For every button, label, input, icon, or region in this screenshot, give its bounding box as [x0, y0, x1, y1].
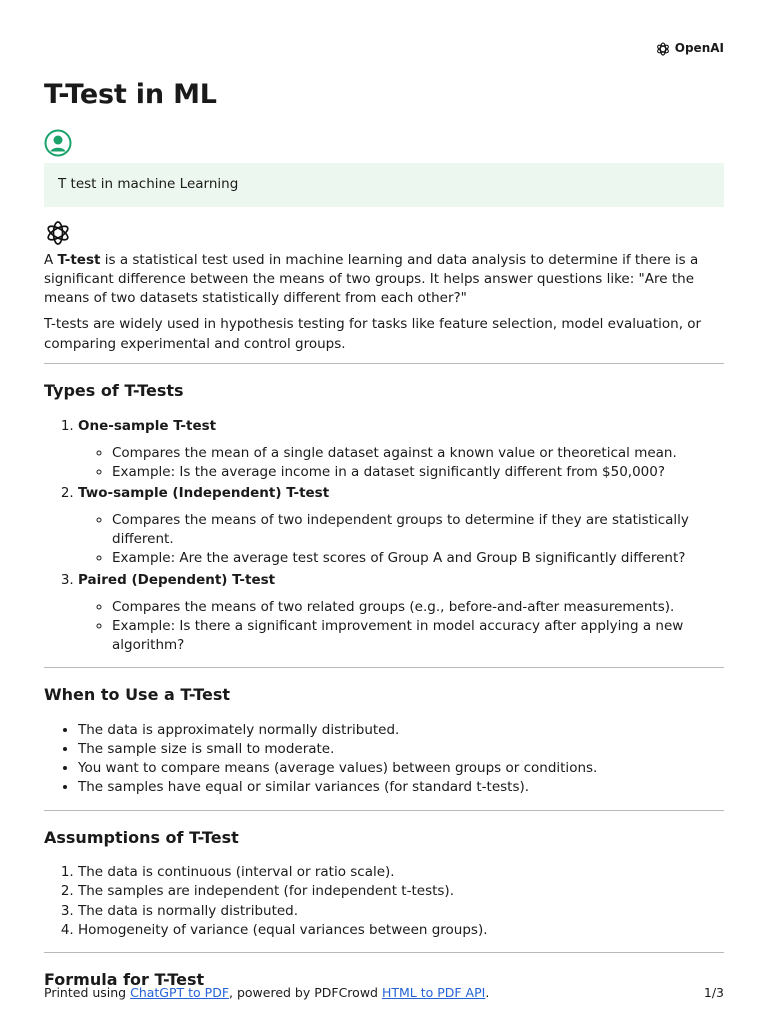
intro-paragraph: A T-test is a statistical test used in machine learning and data analysis to determine if there is a significant difference between the means of two groups. It helps answer questions like: "Are the means of two datasets statistically different from each other?"	[44, 252, 699, 307]
assumptions-list	[44, 863, 724, 940]
list-item: 1. One-sample T-test ◦ Compares the mean of a single dataset against a known value or theoretical mean. ◦ Example: Is the average income in a dataset significantly different from $50,000?	[78, 417, 724, 482]
brand-name: OpenAI	[674, 41, 724, 55]
list-item: ◦ Example: Is the average income in a dataset significantly different from $50,000?	[112, 463, 724, 482]
t-test-term: T-test	[57, 252, 101, 268]
divider	[44, 952, 724, 953]
list-item: • The samples have equal or similar variances (for standard t-tests).	[78, 778, 724, 797]
list-item: 1. The data is continuous (interval or ratio scale).	[78, 863, 724, 882]
page-title: T-Test in ML	[44, 79, 217, 110]
types-heading: Types of T-Tests	[44, 380, 184, 400]
list-item: ◦ Compares the mean of a single dataset against a known value or theoretical mean.	[112, 444, 724, 463]
page-footer	[44, 984, 724, 1002]
list-item: 2. Two-sample (Independent) T-test ◦ Compares the means of two independent groups to determine if they are statistically different. ◦ Example: Are the average test scores of Group A and Group B significantly different?	[78, 484, 724, 569]
types-list	[44, 417, 724, 656]
html-to-pdf-api-link[interactable]: HTML to PDF API	[381, 985, 486, 1000]
list-item: ◦ Compares the means of two independent groups to determine if they are statistically different.	[112, 511, 724, 549]
assumptions-heading: Assumptions of T-Test	[44, 827, 239, 847]
footer-credit: Printed using ChatGPT to PDF, powered by PDFCrowd HTML to PDF API.	[44, 985, 490, 1000]
page-number: 1/3	[703, 985, 724, 1000]
when-heading: When to Use a T-Test	[44, 685, 231, 705]
list-item: 4. Homogeneity of variance (equal variances between groups).	[78, 921, 724, 940]
list-item: ◦ Compares the means of two related groups (e.g., before-and-after measurements).	[112, 598, 724, 617]
divider	[44, 667, 724, 668]
assistant-answer	[44, 251, 724, 1006]
formula-heading: Formula for T-Test	[44, 969, 205, 989]
chatgpt-to-pdf-link[interactable]: ChatGPT to PDF	[130, 985, 230, 1000]
usage-paragraph: T-tests are widely used in hypothesis testing for tasks like feature selection, model evaluation, or comparing experimental and control groups.	[44, 316, 702, 352]
list-item: • You want to compare means (average values) between groups or conditions.	[78, 759, 724, 778]
list-item: • The sample size is small to moderate.	[78, 740, 724, 759]
chatgpt-avatar-icon	[44, 219, 72, 247]
divider	[44, 363, 724, 364]
user-message: T test in machine Learning	[44, 163, 724, 207]
list-item: 3. Paired (Dependent) T-test ◦ Compares the means of two related groups (e.g., before-and-after measurements). ◦ Example: Is there a significant improvement in model accuracy after applying a new algorithm?	[78, 571, 724, 656]
document-page	[44, 0, 724, 1024]
list-item: ◦ Example: Are the average test scores of Group A and Group B significantly different?	[112, 549, 724, 568]
when-list	[44, 721, 724, 798]
list-item: 3. The data is normally distributed.	[78, 902, 724, 921]
list-item: • The data is approximately normally distributed.	[78, 721, 724, 740]
user-avatar-icon	[44, 129, 72, 157]
openai-logo-icon	[655, 41, 671, 57]
list-item: ◦ Example: Is there a significant improvement in model accuracy after applying a new algorithm?	[112, 617, 724, 655]
brand-header	[655, 40, 724, 57]
divider	[44, 810, 724, 811]
list-item: 2. The samples are independent (for independent t-tests).	[78, 882, 724, 901]
